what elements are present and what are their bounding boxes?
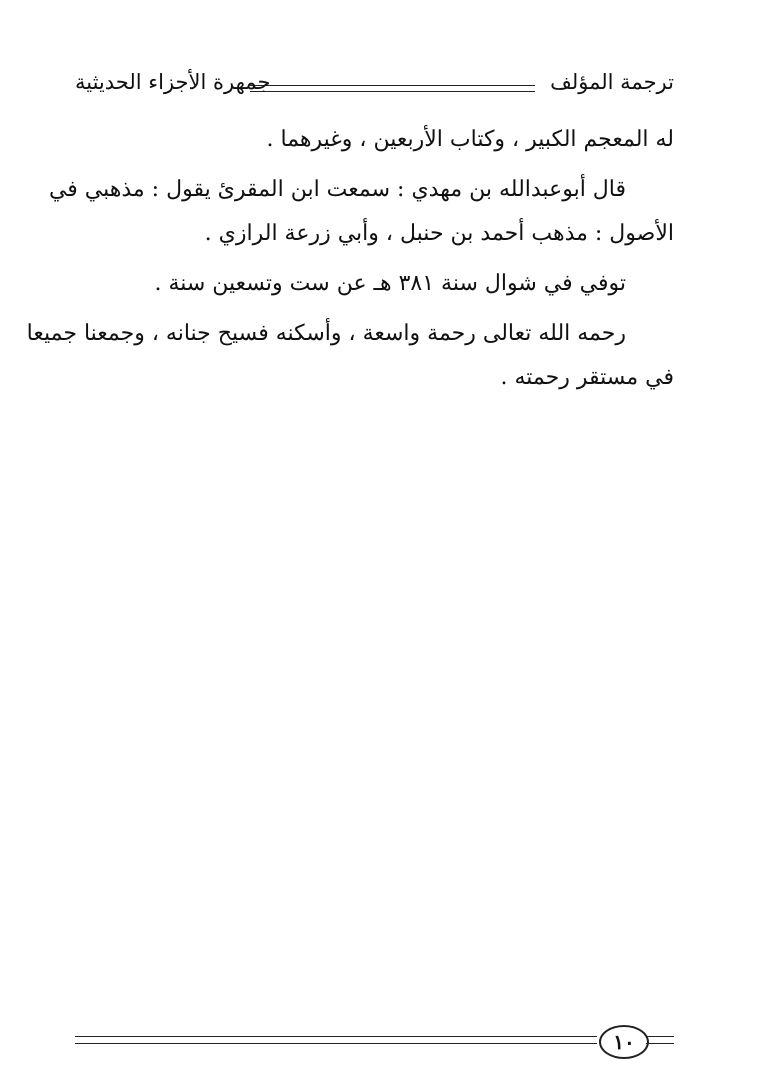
running-header <box>75 70 674 110</box>
footer-divider-end <box>646 1036 674 1044</box>
page-footer <box>75 1025 674 1065</box>
book-title: جمهرة الأجزاء الحديثية <box>75 70 271 94</box>
text-line: الأصول : مذهب أحمد بن حنبل ، وأبي زرعة الرازي . <box>204 221 674 246</box>
header-divider <box>250 85 535 92</box>
page-number: ١٠ <box>599 1025 649 1059</box>
page-body <box>26 118 674 400</box>
paragraph-dua <box>26 312 674 400</box>
paragraph-works <box>75 118 674 162</box>
chapter-title: ترجمة المؤلف <box>550 70 674 94</box>
text-line: رحمه الله تعالى رحمة واسعة ، وأسكنه فسيح جنانه ، وجمعنا جميعا <box>26 321 626 346</box>
footer-divider <box>75 1036 597 1044</box>
text-line: له المعجم الكبير ، وكتاب الأربعين ، وغيرهما . <box>266 127 674 152</box>
paragraph-madhhab <box>48 168 674 256</box>
text-line: توفي في شوال سنة ٣٨١ هـ عن ست وتسعين سنة . <box>154 271 626 296</box>
text-line: في مستقر رحمته . <box>500 365 674 390</box>
paragraph-death <box>75 262 674 306</box>
text-line: قال أبوعبدالله بن مهدي : سمعت ابن المقرئ يقول : مذهبي في <box>48 177 626 202</box>
